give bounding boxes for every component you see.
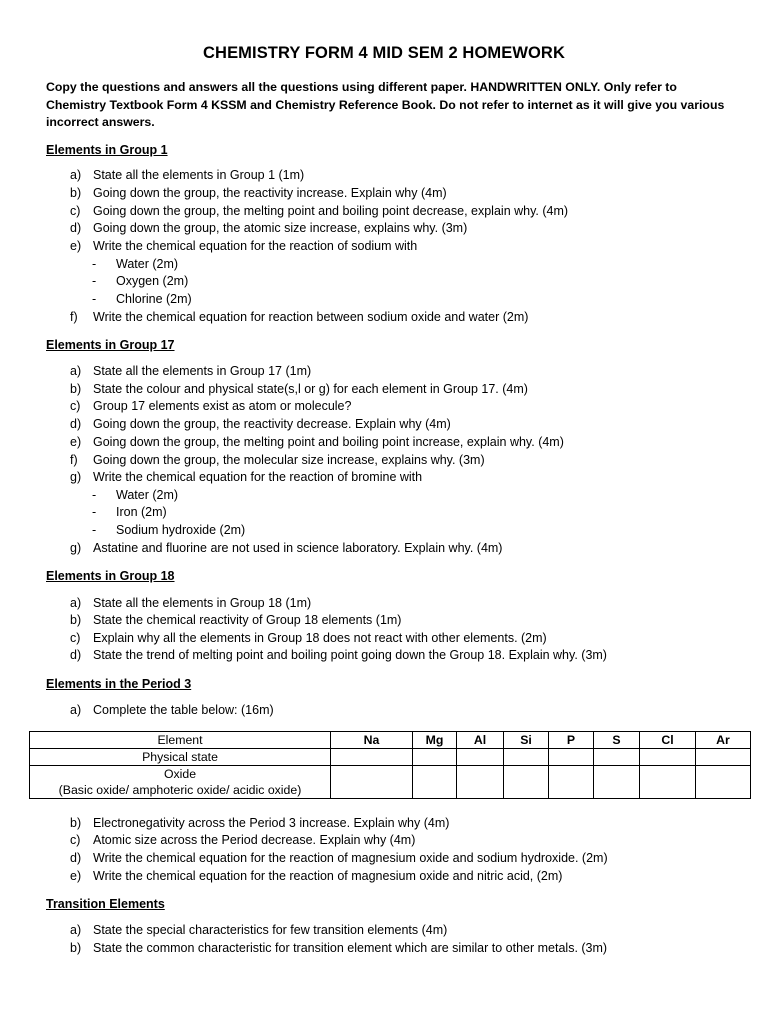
- list-item: [70, 595, 311, 613]
- dash-marker: -: [92, 488, 97, 502]
- item-text: Electronegativity across the Period 3 increase. Explain why (4m): [93, 816, 450, 830]
- item-label: c): [70, 399, 81, 413]
- list-item: [70, 630, 547, 648]
- list-item: [70, 832, 415, 850]
- list-item: [70, 363, 311, 381]
- item-text: Going down the group, the melting point and boiling point decrease, explain why. (4m): [93, 204, 569, 218]
- list-item: [70, 238, 417, 256]
- item-text: Atomic size across the Period decrease. Explain why (4m): [93, 833, 416, 847]
- item-text: Going down the group, the atomic size increase, explains why. (3m): [93, 221, 468, 235]
- item-label: b): [70, 816, 82, 830]
- answer-cell[interactable]: [549, 749, 594, 766]
- sub-item-text: Iron (2m): [116, 505, 167, 519]
- sub-item: [92, 273, 188, 291]
- list-item: [70, 469, 422, 487]
- list-item: [70, 815, 449, 833]
- heading-group-17: Elements in Group 17: [46, 338, 175, 352]
- answer-cell[interactable]: [640, 749, 696, 766]
- item-text: State the common characteristic for transition element which are similar to other metals. (3m): [93, 941, 608, 955]
- item-text: Group 17 elements exist as atom or molecule?: [93, 399, 352, 413]
- table-row: [30, 766, 751, 799]
- item-text: Write the chemical equation for the reaction of bromine with: [93, 470, 423, 484]
- item-label: e): [70, 435, 82, 449]
- answer-cell[interactable]: [640, 766, 696, 799]
- answer-cell[interactable]: [594, 766, 640, 799]
- element-header-ar: Ar: [696, 732, 751, 749]
- item-label: c): [70, 631, 81, 645]
- item-text: Explain why all the elements in Group 18 does not react with other elements. (2m): [93, 631, 547, 645]
- element-header-mg: Mg: [413, 732, 457, 749]
- list-item: [70, 540, 502, 558]
- element-header-al: Al: [457, 732, 504, 749]
- element-header-si: Si: [504, 732, 549, 749]
- item-label: b): [70, 382, 82, 396]
- item-label: b): [70, 613, 82, 627]
- item-text: State all the elements in Group 18 (1m): [93, 596, 312, 610]
- item-label: a): [70, 703, 82, 717]
- sub-item: [92, 256, 178, 274]
- item-text: State the trend of melting point and boiling point going down the Group 18. Explain why. (3m): [93, 648, 607, 662]
- answer-cell[interactable]: [457, 766, 504, 799]
- item-text: Going down the group, the reactivity increase. Explain why (4m): [93, 186, 447, 200]
- item-label: c): [70, 204, 81, 218]
- item-label: b): [70, 941, 82, 955]
- dash-marker: -: [92, 523, 97, 537]
- sub-item: [92, 291, 192, 309]
- answer-cell[interactable]: [504, 766, 549, 799]
- list-item: [70, 220, 467, 238]
- answer-cell[interactable]: [504, 749, 549, 766]
- answer-cell[interactable]: [696, 766, 751, 799]
- answer-cell[interactable]: [457, 749, 504, 766]
- item-text: State all the elements in Group 1 (1m): [93, 168, 305, 182]
- table-header-row: [30, 732, 751, 749]
- row-header-oxide-line1: Oxide: [163, 767, 197, 781]
- instructions-paragraph: Copy the questions and answers all the questions using different paper. HANDWRITTEN ONLY. Only refer to Chemistry Textbook Form 4 KSSM and Chemistry Reference Book. Do not refer to internet as it will give you various incorrect answers.: [46, 80, 725, 129]
- item-label: d): [70, 851, 82, 865]
- list-item: [70, 702, 274, 720]
- list-item: [70, 203, 568, 221]
- item-label: c): [70, 833, 81, 847]
- item-text: Write the chemical equation for the reaction of sodium with: [93, 239, 418, 253]
- list-item: [70, 452, 485, 470]
- item-text: Going down the group, the reactivity decrease. Explain why (4m): [93, 417, 451, 431]
- sub-item-text: Oxygen (2m): [116, 274, 189, 288]
- element-header-s: S: [594, 732, 640, 749]
- item-text: Going down the group, the molecular size increase, explains why. (3m): [93, 453, 485, 467]
- item-text: State all the elements in Group 17 (1m): [93, 364, 312, 378]
- item-text: Complete the table below: (16m): [93, 703, 274, 717]
- heading-period-3: Elements in the Period 3: [46, 677, 192, 691]
- dash-marker: -: [92, 505, 97, 519]
- list-item: [70, 612, 401, 630]
- item-label: a): [70, 168, 82, 182]
- heading-group-1: Elements in Group 1: [46, 143, 168, 157]
- dash-marker: -: [92, 292, 97, 306]
- row-header-oxide-line2: (Basic oxide/ amphoteric oxide/ acidic oxide): [58, 783, 302, 797]
- heading-transition-elements: Transition Elements: [46, 897, 165, 911]
- answer-cell[interactable]: [413, 766, 457, 799]
- item-text: Going down the group, the melting point and boiling point increase, explain why. (4m): [93, 435, 564, 449]
- item-text: State the chemical reactivity of Group 18 elements (1m): [93, 613, 402, 627]
- item-text: Write the chemical equation for reaction between sodium oxide and water (2m): [93, 310, 529, 324]
- item-label: a): [70, 596, 82, 610]
- element-header-na: Na: [331, 732, 413, 749]
- period-3-table: [29, 731, 751, 799]
- list-item: [70, 398, 351, 416]
- dash-marker: -: [92, 274, 97, 288]
- answer-cell[interactable]: [594, 749, 640, 766]
- list-item: [70, 850, 608, 868]
- item-text: State the special characteristics for few transition elements (4m): [93, 923, 448, 937]
- list-item: [70, 434, 564, 452]
- item-label: a): [70, 364, 82, 378]
- document-title: CHEMISTRY FORM 4 MID SEM 2 HOMEWORK: [203, 44, 565, 62]
- answer-cell[interactable]: [413, 749, 457, 766]
- answer-cell[interactable]: [331, 749, 413, 766]
- item-label: a): [70, 923, 82, 937]
- row-header-physical-state: Physical state: [30, 749, 331, 766]
- item-label: d): [70, 417, 82, 431]
- sub-item: [92, 487, 178, 505]
- answer-cell[interactable]: [331, 766, 413, 799]
- row-header-oxide: [30, 766, 331, 799]
- answer-cell[interactable]: [549, 766, 594, 799]
- element-header-cl: Cl: [640, 732, 696, 749]
- item-label: e): [70, 239, 82, 253]
- item-text: Write the chemical equation for the reaction of magnesium oxide and nitric acid, (2m): [93, 869, 563, 883]
- item-text: Astatine and fluorine are not used in science laboratory. Explain why. (4m): [93, 541, 503, 555]
- item-text: State the colour and physical state(s,l or g) for each element in Group 17. (4m): [93, 382, 528, 396]
- heading-group-18: Elements in Group 18: [46, 569, 175, 583]
- table-row: [30, 749, 751, 766]
- item-label: g): [70, 470, 82, 484]
- list-item: [70, 185, 447, 203]
- sub-item: [92, 522, 245, 540]
- item-label: d): [70, 648, 82, 662]
- item-label: b): [70, 186, 82, 200]
- list-item: [70, 416, 451, 434]
- list-item: [70, 167, 304, 185]
- sub-item-text: Water (2m): [116, 488, 179, 502]
- column-header-element: Element: [30, 732, 331, 749]
- sub-item: [92, 504, 167, 522]
- list-item: [70, 868, 562, 886]
- list-item: [70, 381, 528, 399]
- list-item: [70, 309, 528, 327]
- item-label: f): [70, 453, 78, 467]
- item-label: d): [70, 221, 82, 235]
- element-header-p: P: [549, 732, 594, 749]
- list-item: [70, 647, 607, 665]
- list-item: [70, 922, 447, 940]
- item-label: g): [70, 541, 82, 555]
- sub-item-text: Water (2m): [116, 257, 179, 271]
- item-label: f): [70, 310, 78, 324]
- dash-marker: -: [92, 257, 97, 271]
- item-text: Write the chemical equation for the reaction of magnesium oxide and sodium hydroxide. (2m): [93, 851, 608, 865]
- item-label: e): [70, 869, 82, 883]
- sub-item-text: Sodium hydroxide (2m): [116, 523, 246, 537]
- answer-cell[interactable]: [696, 749, 751, 766]
- sub-item-text: Chlorine (2m): [116, 292, 192, 306]
- list-item: [70, 940, 607, 958]
